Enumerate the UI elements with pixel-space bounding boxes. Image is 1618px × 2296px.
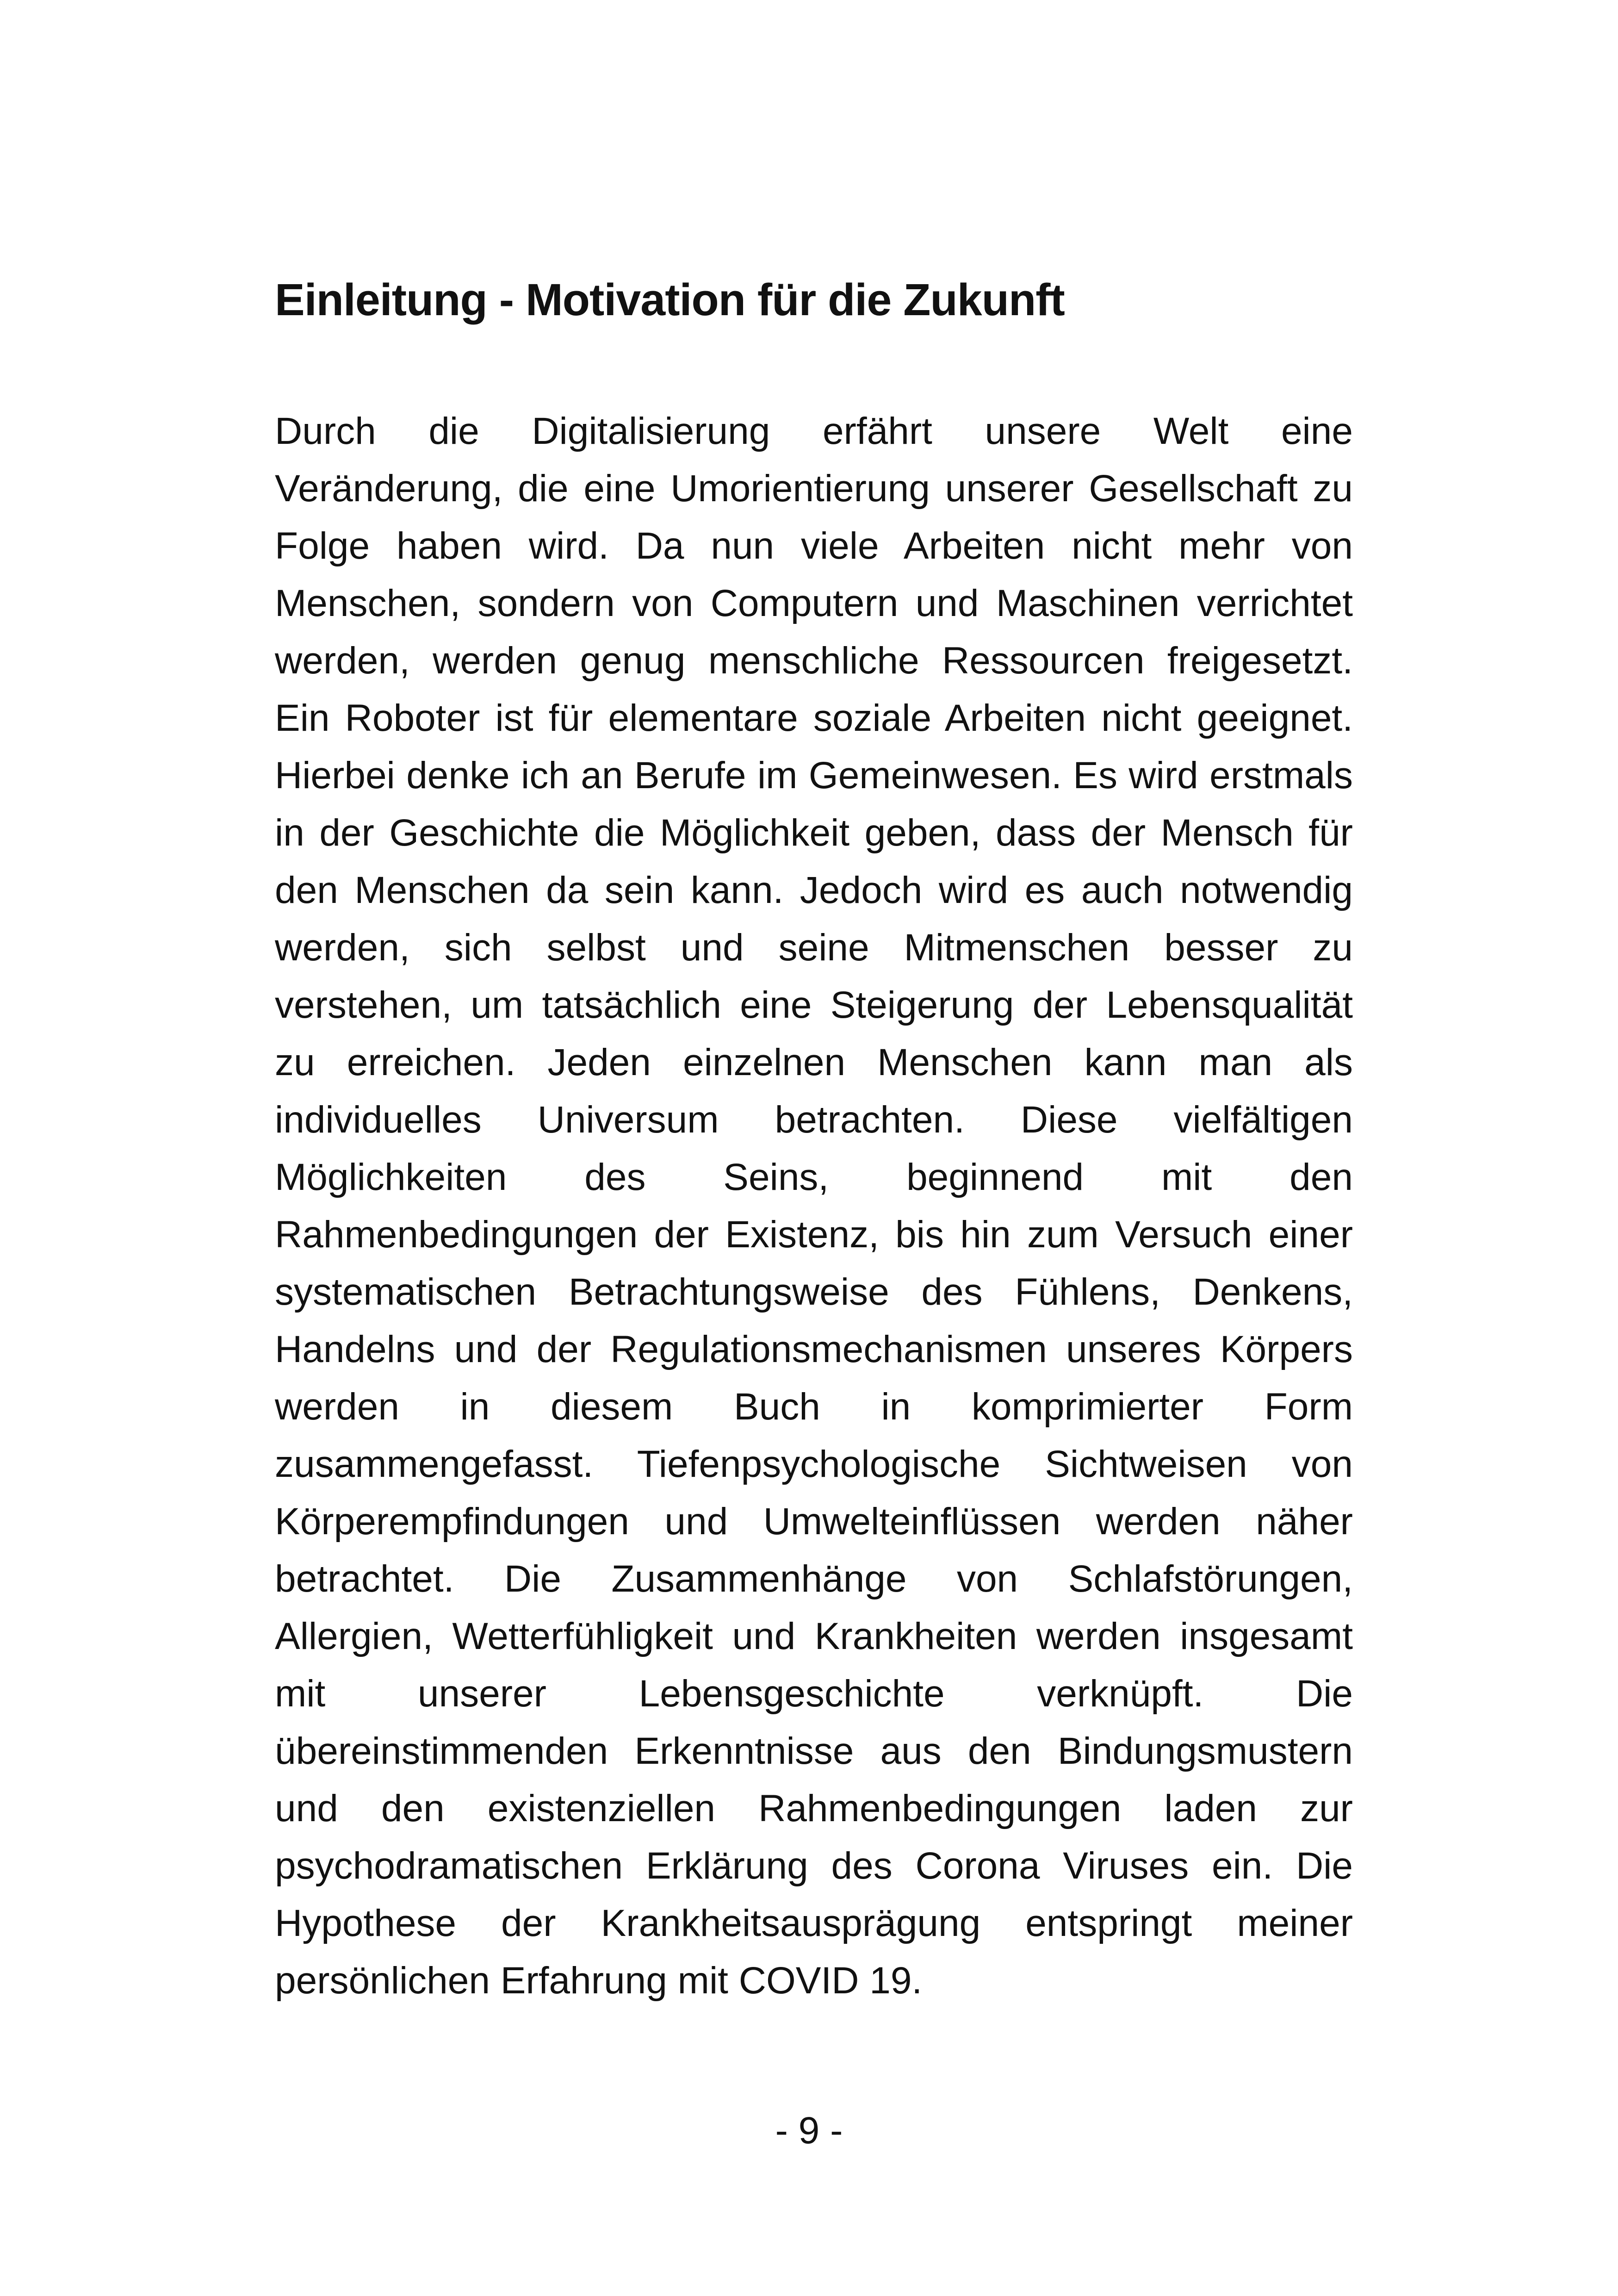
paragraph-line: Handelns und der Regulationsmechanismen unseres Körpers bbox=[275, 1328, 1353, 1370]
paragraph-line: übereinstimmenden Erkenntnisse aus den Bindungsmustern bbox=[275, 1730, 1353, 1772]
paragraph-line: werden in diesem Buch in komprimierter Form bbox=[275, 1386, 1353, 1428]
paragraph-line: betrachtet. Die Zusammenhänge von Schlafstörungen, bbox=[275, 1558, 1353, 1600]
paragraph-line: und den existenziellen Rahmenbedingungen laden zur bbox=[275, 1787, 1353, 1829]
paragraph-line: zusammengefasst. Tiefenpsychologische Sichtweisen von bbox=[275, 1443, 1353, 1485]
paragraph-line: persönlichen Erfahrung mit COVID 19. bbox=[275, 1960, 923, 2002]
paragraph-line: werden, sich selbst und seine Mitmenschen besser zu bbox=[275, 927, 1353, 969]
paragraph-line: Hierbei denke ich an Berufe im Gemeinwesen. Es wird erstmals bbox=[275, 754, 1353, 796]
page-number: - 9 - bbox=[775, 2109, 843, 2152]
paragraph-line: systematischen Betrachtungsweise des Fühlens, Denkens, bbox=[275, 1271, 1353, 1313]
paragraph-line: mit unserer Lebensgeschichte verknüpft. Die bbox=[275, 1673, 1353, 1715]
body-paragraph bbox=[275, 403, 1353, 2010]
paragraph-line: Ein Roboter ist für elementare soziale Arbeiten nicht geeignet. bbox=[275, 697, 1353, 739]
paragraph-line: Hypothese der Krankheitsausprägung entspringt meiner bbox=[275, 1902, 1353, 1944]
paragraph-line: Durch die Digitalisierung erfährt unsere Welt eine bbox=[275, 410, 1353, 452]
chapter-title: Einleitung - Motivation für die Zukunft bbox=[275, 274, 1065, 325]
paragraph-line: Menschen, sondern von Computern und Maschinen verrichtet bbox=[275, 582, 1353, 624]
paragraph-line: individuelles Universum betrachten. Diese vielfältigen bbox=[275, 1099, 1353, 1141]
paragraph-line: den Menschen da sein kann. Jedoch wird es auch notwendig bbox=[275, 869, 1353, 911]
paragraph-line: Folge haben wird. Da nun viele Arbeiten nicht mehr von bbox=[275, 525, 1353, 567]
paragraph-line: Veränderung, die eine Umorientierung unserer Gesellschaft zu bbox=[275, 467, 1353, 510]
paragraph-line: zu erreichen. Jeden einzelnen Menschen kann man als bbox=[275, 1041, 1353, 1083]
paragraph-line: Rahmenbedingungen der Existenz, bis hin zum Versuch einer bbox=[275, 1213, 1353, 1256]
paragraph-line: Möglichkeiten des Seins, beginnend mit den bbox=[275, 1156, 1353, 1198]
paragraph-line: in der Geschichte die Möglichkeit geben, dass der Mensch für bbox=[275, 812, 1353, 854]
paragraph-line: psychodramatischen Erklärung des Corona Viruses ein. Die bbox=[275, 1845, 1353, 1887]
paragraph-line: verstehen, um tatsächlich eine Steigerung der Lebensqualität bbox=[275, 984, 1353, 1026]
paragraph-line: Körperempfindungen und Umwelteinflüssen werden näher bbox=[275, 1500, 1353, 1543]
paragraph-line: werden, werden genug menschliche Ressourcen freigesetzt. bbox=[275, 640, 1353, 682]
paragraph-line: Allergien, Wetterfühligkeit und Krankheiten werden insgesamt bbox=[275, 1615, 1353, 1657]
